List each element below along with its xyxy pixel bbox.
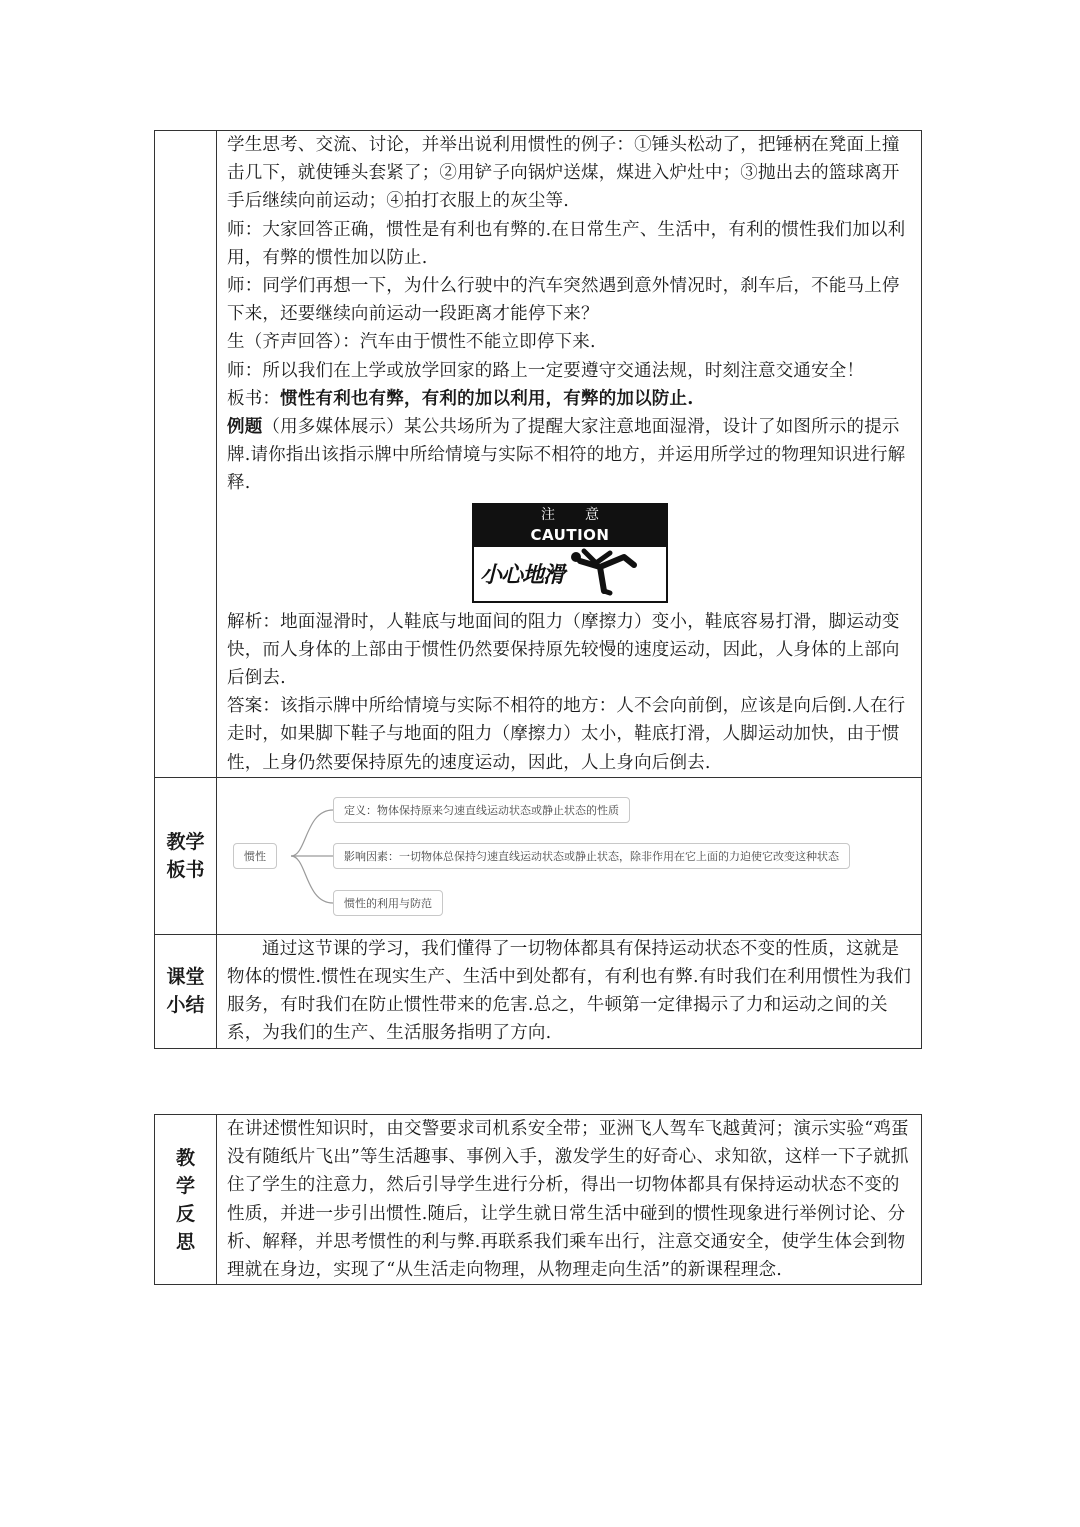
caution-sign-cn: 注意 — [541, 506, 629, 523]
summary-label-text: 课堂小结 — [166, 966, 205, 1017]
reflection-row — [155, 1115, 922, 1285]
answer-paragraph: 答案：该指示牌中所给情境与实际不相符的地方：人不会向前倒，应该是向后倒.人在行走时，如果脚下鞋子与地面的阻力（摩擦力）太小，鞋底打滑，人脚运动加快，由于惯性，上身仍然要保持原先的速度运动，因此，人上身向后倒去. — [227, 696, 906, 773]
activity-paragraph: 学生思考、交流、讨论，并举出说利用惯性的例子：①锤头松动了，把锤柄在凳面上撞击几下，就使锤头套紧了；②用铲子向锅炉送煤，煤进入炉灶中；③抛出去的篮球离开手后继续向前运动；④拍打衣服上的灰尘等. — [227, 135, 900, 212]
activity-paragraph: 师：所以我们在上学或放学回家的路上一定要遵守交通法规，时刻注意交通安全！ — [227, 360, 865, 381]
caution-sign-body — [474, 547, 666, 601]
mindmap-branch-usage: 惯性的利用与防范 — [333, 890, 443, 916]
activity-row — [155, 131, 922, 778]
caution-sign — [472, 503, 668, 603]
caution-sign-en: CAUTION — [530, 525, 610, 544]
board-label — [155, 777, 217, 934]
reflection-paragraph: 在讲述惯性知识时，由交警要求司机系安全带；亚洲飞人驾车飞越黄河；演示实验“鸡蛋没有随纸片飞出”等生活趣事、事例入手，激发学生的好奇心、求知欲，这样一下子就抓住了学生的注意力，然后引导学生进行分析，得出一切物体都具有保持运动状态不变的性质，并进一步引出惯性.随后，让学生就日常生活中碰到的惯性现象进行举例讨论、分析、解释，并思考惯性的利与弊.再联系我们乘车出行，注意交通安全，使学生体会到物理就在身边，实现了“从生活走向物理，从物理走向生活”的新课程理念. — [227, 1119, 909, 1281]
board-row — [155, 777, 922, 934]
mindmap-branch-factor: 影响因素：一切物体总保持匀速直线运动状态或静止状态，除非作用在它上面的力迫使它改变这种状态 — [333, 843, 850, 869]
mindmap-branch-definition: 定义：物体保持原来匀速直线运动状态或静止状态的性质 — [333, 797, 630, 823]
reflection-label-text: 教学反思 — [175, 1146, 195, 1253]
summary-label — [155, 934, 217, 1048]
caution-sign-header — [474, 505, 666, 547]
reflection-table — [154, 1114, 922, 1285]
lesson-table — [154, 130, 922, 1049]
board-prefix: 板书： — [227, 388, 281, 409]
example-label: 例题 — [227, 417, 263, 438]
reflection-label — [155, 1115, 217, 1285]
summary-row — [155, 934, 922, 1048]
summary-paragraph: 通过这节课的学习，我们懂得了一切物体都具有保持运动状态不变的性质，这就是物体的惯性.惯性在现实生产、生活中到处都有，有利也有弊.有时我们在利用惯性为我们服务，有时我们在防止惯性带来的危害.总之，牛顿第一定律揭示了力和运动之间的关系，为我们的生产、生活服务指明了方向. — [227, 938, 912, 1044]
board-content-cell — [217, 777, 922, 934]
summary-content-cell — [217, 934, 922, 1048]
example-text: （用多媒体展示）某公共场所为了提醒大家注意地面湿滑，设计了如图所示的提示牌.请你指出该指示牌中所给情境与实际不相符的地方，并运用所学过的物理知识进行解释. — [227, 417, 906, 494]
board-label-text: 教学板书 — [166, 830, 205, 881]
slipping-person-icon — [566, 547, 640, 601]
activity-paragraph: 生（齐声回答）：汽车由于惯性不能立即停下来. — [227, 332, 596, 353]
activity-paragraph: 师：大家回答正确，惯性是有利也有弊的.在日常生产、生活中，有利的惯性我们加以利用，有弊的惯性加以防止. — [227, 219, 906, 268]
reflection-content-cell — [217, 1115, 922, 1285]
caution-sign-text: 小心地滑 — [480, 563, 565, 589]
mindmap-root-node: 惯性 — [233, 843, 277, 869]
analysis-paragraph: 解析：地面湿滑时，人鞋底与地面间的阻力（摩擦力）变小，鞋底容易打滑，脚运动变快，而人身体的上部由于惯性仍然要保持原先较慢的速度运动，因此，人身体的上部向后倒去. — [227, 611, 900, 689]
activity-content-cell — [217, 131, 922, 778]
activity-label-cell — [155, 131, 217, 778]
example-paragraph — [227, 413, 913, 498]
board-text: 惯性有利也有弊，有利的加以利用，有弊的加以防止. — [280, 388, 694, 409]
caution-sign-area — [227, 498, 913, 608]
board-summary-line — [227, 385, 913, 413]
activity-paragraph: 师：同学们再想一下，为什么行驶中的汽车突然遇到意外情况时，刹车后，不能马上停下来，还要继续向前运动一段距离才能停下来？ — [227, 276, 900, 325]
mindmap — [217, 778, 921, 934]
